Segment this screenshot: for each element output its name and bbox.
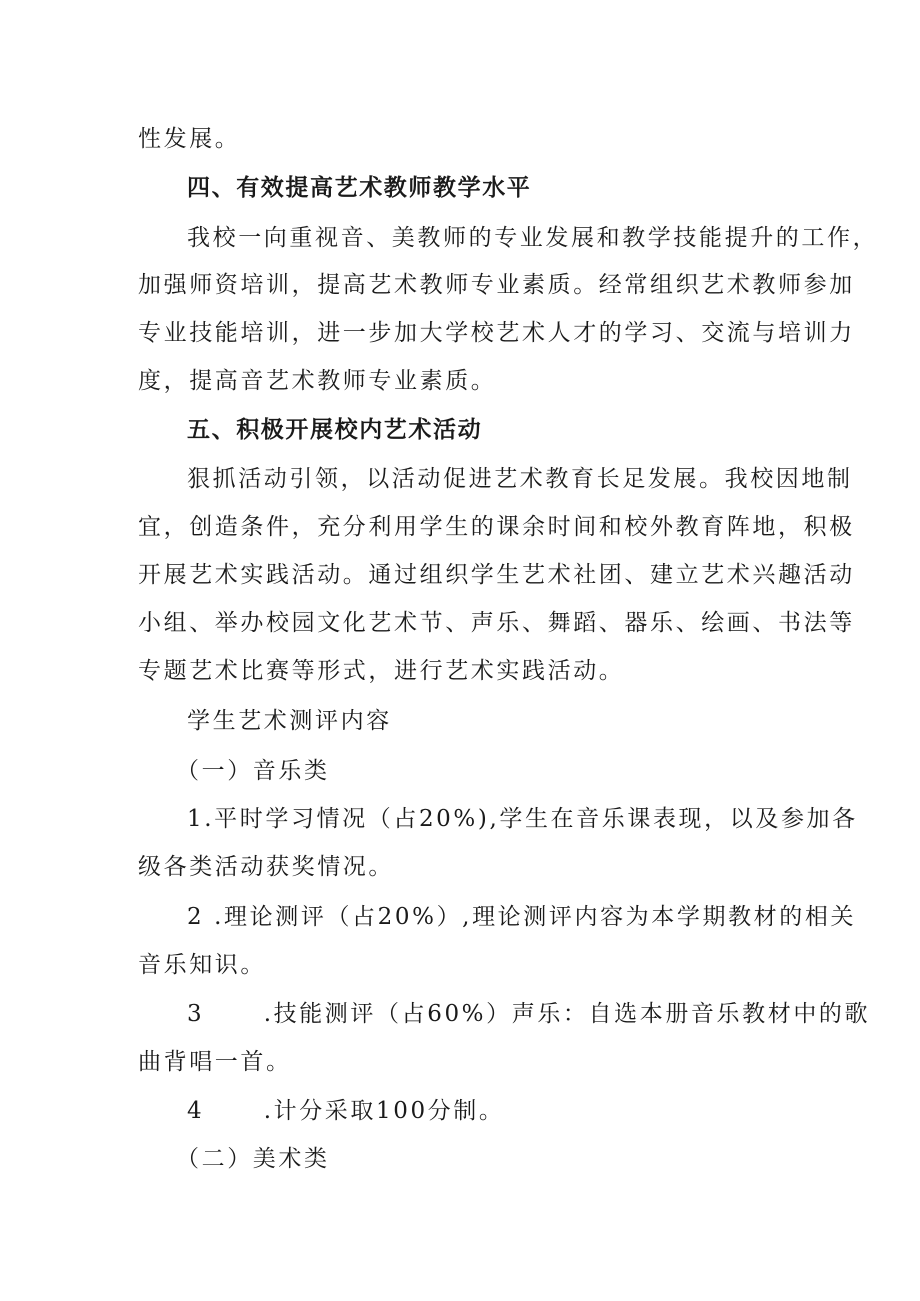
section-5-line-3: 开展艺术实践活动。通过组织学生艺术社团、建立艺术兴趣活动 — [138, 562, 855, 588]
section-4-line-2: 加强师资培训，提高艺术教师专业素质。经常组织艺术教师参加 — [138, 272, 855, 298]
music-item-3-line-1: 3 .技能测评（占60%）声乐：自选本册音乐教材中的歌 — [187, 1001, 871, 1027]
music-item-1-line-2: 级各类活动获奖情况。 — [138, 854, 394, 880]
section-5-line-1: 狠抓活动引领，以活动促进艺术教育长足发展。我校因地制 — [187, 466, 853, 492]
section-4-line-4: 度，提高音艺术教师专业素质。 — [138, 368, 497, 394]
music-item-2-line-2: 音乐知识。 — [138, 952, 266, 978]
section-5-line-2: 宜，创造条件，充分利用学生的课余时间和校外教育阵地，积极 — [138, 514, 855, 540]
music-item-3-line-2: 曲背唱一首。 — [138, 1049, 292, 1075]
music-item-4: 4 .计分采取100分制。 — [187, 1098, 505, 1124]
section-4-line-1: 我校一向重视音、美教师的专业发展和教学技能提升的工作， — [187, 225, 879, 251]
section-5-line-5: 专题艺术比赛等形式，进行艺术实践活动。 — [138, 658, 625, 684]
assessment-title: 学生艺术测评内容 — [187, 708, 392, 734]
section-heading-5: 五、积极开展校内艺术活动 — [187, 417, 483, 443]
music-item-2-line-1: 2 .理论测评（占20%）,理论测评内容为本学期教材的相关 — [187, 904, 857, 930]
music-category-heading: （一）音乐类 — [176, 758, 330, 784]
paragraph-continuation: 性发展。 — [138, 126, 241, 152]
section-5-line-4: 小组、举办校园文化艺术节、声乐、舞蹈、器乐、绘画、书法等 — [138, 610, 855, 636]
art-category-heading: （二）美术类 — [176, 1146, 330, 1172]
music-item-1-line-1: 1.平时学习情况（占20%),学生在音乐课表现，以及参加各 — [187, 806, 858, 832]
section-4-line-3: 专业技能培训，进一步加大学校艺术人才的学习、交流与培训力 — [138, 320, 855, 346]
section-heading-4: 四、有效提高艺术教师教学水平 — [187, 175, 532, 201]
